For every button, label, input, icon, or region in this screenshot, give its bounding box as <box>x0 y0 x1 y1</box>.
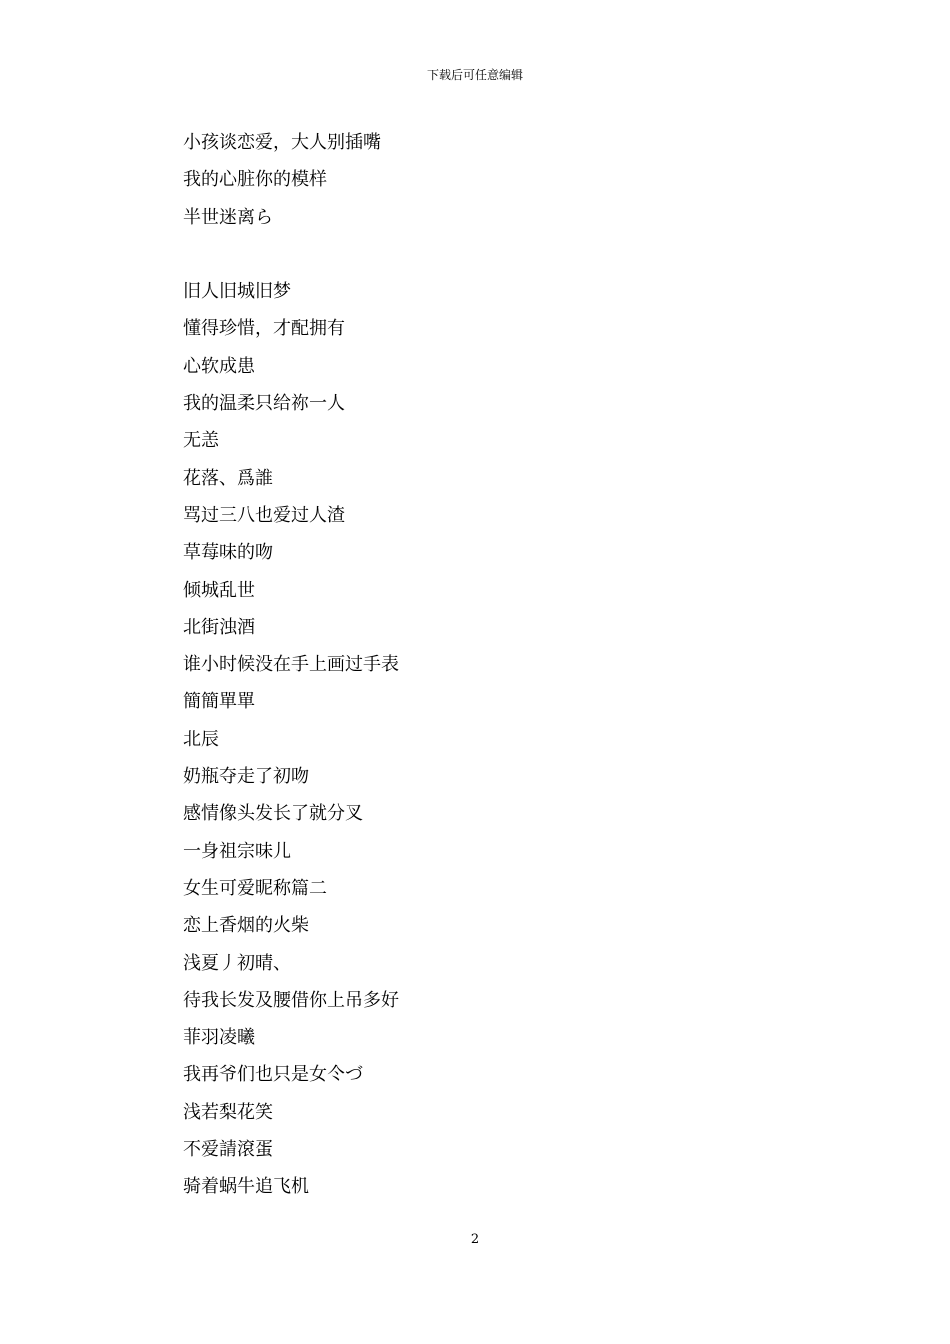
page-header: 下载后可任意编辑 <box>426 68 523 82</box>
text-line: 倾城乱世 <box>183 579 255 601</box>
text-line: 菲羽凌曦 <box>183 1027 255 1049</box>
text-line: 懂得珍惜，才配拥有 <box>183 318 345 340</box>
text-line: 北辰 <box>183 728 219 750</box>
text-line: 花落、爲誰 <box>183 467 273 489</box>
text-line: 浅若梨花笑 <box>183 1101 273 1123</box>
text-line: 奶瓶夺走了初吻 <box>183 766 309 788</box>
text-line: 我的温柔只给祢一人 <box>183 393 345 415</box>
text-line: 骑着蜗牛追飞机 <box>183 1176 309 1198</box>
text-line: 骂过三八也爱过人渣 <box>183 504 345 526</box>
text-line: 恋上香烟的火柴 <box>183 915 309 937</box>
text-line: 谁小时候没在手上画过手表 <box>183 654 399 676</box>
text-line: 感情像头发长了就分叉 <box>183 803 363 825</box>
text-line: 草莓味的吻 <box>183 542 273 564</box>
text-line: 待我长发及腰借你上吊多好 <box>183 989 399 1011</box>
text-line: 心软成患 <box>183 355 255 377</box>
text-line: 一身祖宗味儿 <box>183 840 291 862</box>
body-text <box>183 124 783 1206</box>
text-line: 不爱請滾蛋 <box>183 1139 273 1161</box>
blank-line <box>183 236 783 273</box>
text-line: 小孩谈恋爱，大人别插嘴 <box>183 132 381 153</box>
text-line: 无恙 <box>183 430 219 452</box>
text-line: 我的心脏你的模样 <box>183 169 327 191</box>
text-line: 簡簡單單 <box>183 691 255 713</box>
page-number: 2 <box>470 1232 480 1247</box>
text-line: 浅夏丿初晴、 <box>183 952 291 974</box>
text-line: 我再爷们也只是女仒づ <box>183 1064 363 1086</box>
text-line: 半世迷离ら <box>183 206 273 228</box>
text-line: 旧人旧城旧梦 <box>183 281 291 303</box>
text-line: 女生可爱昵称篇二 <box>183 877 327 899</box>
text-line: 北街浊酒 <box>183 616 255 638</box>
